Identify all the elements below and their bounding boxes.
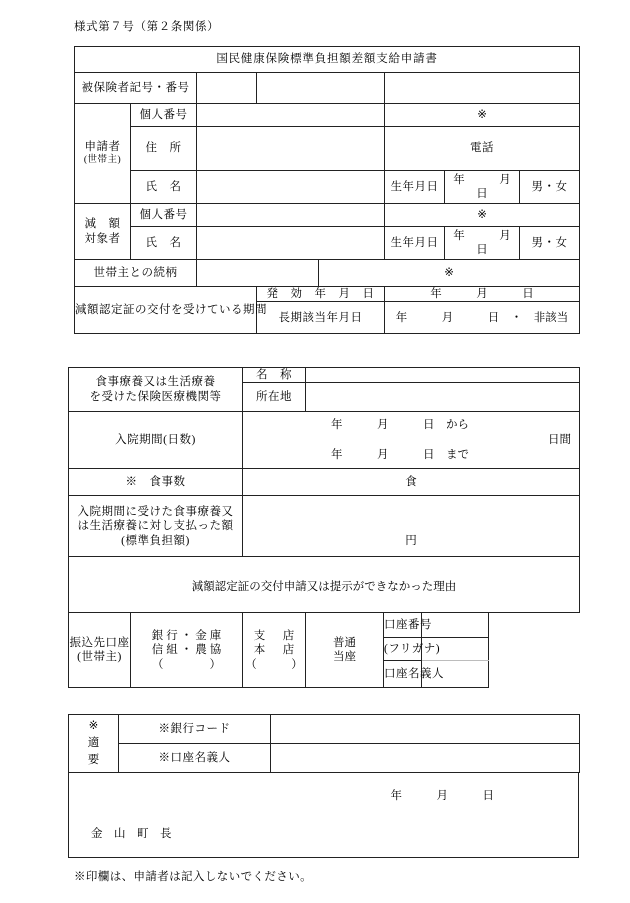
bank-name-input[interactable]: （ ） (152, 658, 221, 671)
signature-date[interactable]: 年 月 日 (390, 790, 494, 802)
applicant-name-label: 氏 名 (131, 171, 197, 204)
certificate-longterm-label: 長期該当年月日 (257, 302, 385, 334)
applicant-gender-label[interactable]: 男・女 (520, 171, 580, 204)
title-row (75, 47, 580, 73)
target-gender-label[interactable]: 男・女 (520, 227, 580, 260)
certificate-effective-label: 発 効 年 月 日 (257, 287, 385, 302)
branch-line1: 支 店 (253, 629, 298, 642)
office-account-holder-grid-cell[interactable] (271, 744, 580, 773)
form-footnote: ※印欄は、申請者は記入しないでください。 (74, 871, 312, 883)
institution-address-value[interactable] (306, 383, 580, 412)
applicant-section-label (75, 104, 131, 204)
office-use-label (69, 715, 119, 773)
relationship-row (75, 260, 580, 287)
certificate-longterm-value[interactable]: 年 月 日 ・ 非該当 (385, 302, 580, 334)
treatment-block-table (68, 367, 580, 688)
office-use-table (68, 714, 580, 773)
meal-count-row (69, 469, 580, 496)
bank-account-row-1 (69, 613, 580, 638)
furigana-label: (フリガナ) (384, 638, 422, 661)
target-section-title-1: 減 額 (84, 218, 121, 231)
target-mynumber-mark: ※ (385, 204, 580, 227)
hospitalization-label: 入院期間(日数) (69, 412, 243, 469)
applicant-address-value[interactable] (197, 127, 385, 171)
applicant-address-label: 住 所 (131, 127, 197, 171)
target-section-label (75, 204, 131, 260)
relationship-label: 世帯主との続柄 (75, 260, 197, 287)
paid-amount-unit: 円 (405, 535, 417, 547)
applicant-name-row (75, 171, 580, 204)
institution-label (69, 368, 243, 412)
bank-name-cell[interactable] (131, 613, 243, 688)
applicant-birth-label: 生年月日 (385, 171, 445, 204)
signature-cell[interactable] (69, 773, 579, 858)
paid-amount-label (69, 496, 243, 557)
paid-amount-label-line3: (標準負担額) (121, 534, 190, 547)
applicant-section-title: 申請者 (84, 141, 121, 154)
target-name-label: 氏 名 (131, 227, 197, 260)
applicant-mynumber-row (75, 104, 580, 127)
hospitalization-period-cell[interactable] (243, 412, 580, 469)
account-type-toza[interactable]: 当座 (333, 651, 356, 664)
signature-table (68, 772, 579, 858)
applicant-birth-value[interactable]: 年 月 日 (445, 171, 520, 204)
account-number-label: 口座番号 (384, 613, 422, 638)
target-section-title-2: 対象者 (84, 232, 121, 245)
form-title: 国民健康保険標準負担額差額支給申請書 (75, 47, 580, 73)
target-name-value[interactable] (197, 227, 385, 260)
hospitalization-to[interactable]: 年 月 日 まで (331, 449, 469, 461)
insured-value-2[interactable] (257, 73, 385, 104)
target-birth-label: 生年月日 (385, 227, 445, 260)
reason-label: 減額認定証の交付申請又は提示ができなかった理由 (191, 581, 457, 594)
reason-cell[interactable] (69, 557, 580, 613)
target-mynumber-grid[interactable] (197, 204, 385, 227)
target-mynumber-row (75, 204, 580, 227)
institution-name-value[interactable] (306, 368, 580, 383)
office-account-holder-label: ※口座名義人 (119, 744, 271, 773)
applicant-mynumber-label: 個人番号 (131, 104, 197, 127)
account-holder-label: 口座名義人 (384, 661, 422, 688)
institution-name-row (69, 368, 580, 383)
applicant-section-subtitle: (世帯主) (83, 154, 122, 165)
institution-name-label: 名 称 (243, 368, 306, 383)
office-use-char-3: 要 (87, 754, 100, 767)
account-type-cell[interactable] (306, 613, 384, 688)
target-mynumber-label: 個人番号 (131, 204, 197, 227)
bank-type-line2: 信組・農協 (151, 644, 225, 657)
applicant-mynumber-grid[interactable] (197, 104, 385, 127)
bank-code-row (69, 715, 580, 744)
bank-code-label: ※銀行コード (119, 715, 271, 744)
applicant-phone-label: 電話 (385, 127, 580, 171)
bank-account-label (69, 613, 131, 688)
relationship-value[interactable] (197, 260, 319, 287)
meal-count-value-cell[interactable] (243, 469, 580, 496)
applicant-address-row (75, 127, 580, 171)
signature-authority: 金 山 町 長 (91, 827, 172, 840)
paid-amount-label-line2: は生活療養に対し支払った額 (77, 520, 234, 533)
form-number: 様式第７号（第２条関係） (74, 21, 220, 33)
bank-type-line1: 銀行・金庫 (151, 629, 225, 642)
signature-row (69, 773, 579, 858)
branch-name-input[interactable]: （ ） (245, 658, 303, 671)
insured-label: 被保険者記号・番号 (75, 73, 197, 104)
hospitalization-row (69, 412, 580, 469)
certificate-effective-value[interactable]: 年 月 日 (385, 287, 580, 302)
office-use-char-1: ※ (88, 719, 99, 732)
insured-row (75, 73, 580, 104)
office-account-holder-row (69, 744, 580, 773)
institution-label-line2: を受けた保険医療機関等 (89, 390, 222, 403)
institution-label-line1: 食事療養又は生活療養 (95, 376, 216, 389)
office-use-label-stack (69, 718, 118, 770)
meal-count-label: ※ 食事数 (69, 469, 243, 496)
paid-amount-row (69, 496, 580, 557)
bank-account-label-line2: (世帯主) (77, 651, 122, 664)
applicant-name-value[interactable] (197, 171, 385, 204)
certificate-period-label: 減額認定証の交付を受けている期間 (75, 287, 257, 334)
branch-line2: 本 店 (253, 644, 298, 657)
target-name-row (75, 227, 580, 260)
institution-address-label: 所在地 (243, 383, 306, 412)
paid-amount-label-line1: 入院期間に受けた食事療養又 (77, 505, 234, 518)
bank-code-grid-cell[interactable] (271, 715, 580, 744)
hospitalization-from[interactable]: 年 月 日 から (331, 419, 469, 432)
target-birth-value[interactable]: 年 月 日 (445, 227, 520, 260)
office-use-char-2: 適 (87, 736, 100, 749)
applicant-mynumber-mark: ※ (385, 104, 580, 127)
branch-name-cell[interactable] (243, 613, 306, 688)
certificate-effective-row (75, 287, 580, 302)
hospitalization-days-unit: 日間 (548, 434, 571, 447)
insured-value-1[interactable] (197, 73, 257, 104)
account-type-futsu[interactable]: 普通 (333, 637, 356, 649)
insured-value-3[interactable] (385, 73, 580, 104)
bank-account-label-line1: 振込先口座 (69, 637, 130, 649)
meal-count-unit: 食 (405, 476, 417, 489)
paid-amount-value-cell[interactable] (243, 496, 580, 557)
relationship-mark: ※ (319, 260, 580, 287)
reason-row (69, 557, 580, 613)
applicant-block-table (74, 46, 580, 334)
